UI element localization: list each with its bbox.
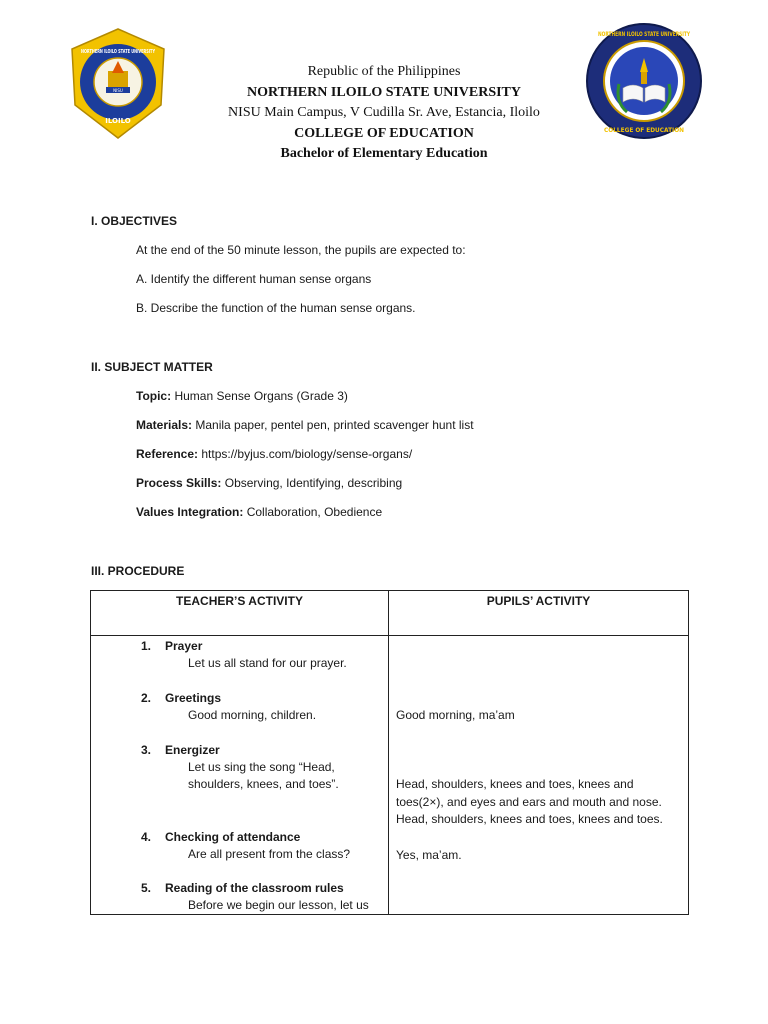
header-program: Bachelor of Elementary Education	[280, 146, 488, 161]
right-logo-bottom-text: COLLEGE OF EDUCATION	[604, 127, 684, 134]
values-integration-line	[136, 505, 382, 519]
attendance-instruction: Are all present from the class?	[188, 847, 351, 861]
reference-label: Reference:	[136, 447, 199, 461]
svg-text:NISU: NISU	[113, 88, 123, 93]
procedure-table	[90, 590, 689, 915]
pupils-attendance-response: Yes, ma’am.	[396, 848, 462, 862]
prayer-instruction: Let us all stand for our prayer.	[188, 656, 347, 670]
header-university: NORTHERN ILOILO STATE UNIVERSITY	[247, 84, 521, 100]
procedure-heading: III. PROCEDURE	[91, 564, 185, 578]
procedure-table-row	[91, 636, 689, 915]
procedure-table-header-row	[91, 591, 689, 636]
pupils-song-line-3: Head, shoulders, knees and toes, knees and toes.	[396, 812, 663, 826]
procedure-item-classroom-rules: 5. Reading of the classroom rules	[141, 881, 344, 895]
values-integration-label: Values Integration:	[136, 505, 244, 519]
greetings-instruction: Good morning, children.	[188, 708, 317, 722]
subject-matter-heading: II. SUBJECT MATTER	[91, 360, 213, 374]
pupils-activity-cell	[389, 636, 689, 915]
process-skills-value: Observing, Identifying, describing	[224, 476, 403, 490]
materials-label: Materials:	[136, 418, 193, 432]
pupils-song-line-2: toes(2×), and eyes and ears and mouth and nose.	[396, 794, 662, 809]
classroom-rules-instruction: Before we begin our lesson, let us	[188, 898, 369, 912]
document-header	[0, 62, 768, 165]
process-skills-label: Process Skills:	[136, 476, 222, 490]
values-integration-value: Collaboration, Obedience	[246, 505, 383, 519]
objective-a: A. Identify the different human sense organs	[136, 272, 372, 286]
procedure-item-energizer: 3. Energizer	[141, 743, 220, 757]
left-logo-ring-text: NORTHERN ILOILO STATE UNIVERSITY	[81, 49, 156, 55]
teacher-activity-cell	[91, 636, 389, 915]
topic-label: Topic:	[136, 389, 172, 403]
pupils-song-line-1: Head, shoulders, knees and toes, knees and	[396, 777, 634, 791]
pupils-greeting-response: Good morning, ma’am	[396, 708, 515, 722]
header-college: COLLEGE OF EDUCATION	[294, 125, 474, 141]
reference-value: https://byjus.com/biology/sense-organs/	[201, 447, 413, 461]
objective-b: B. Describe the function of the human sense organs.	[136, 301, 416, 315]
materials-line	[136, 418, 474, 432]
materials-value: Manila paper, pentel pen, printed scavenger hunt list	[195, 418, 474, 432]
header-campus-address: NISU Main Campus, V Cudilla Sr. Ave, Estancia, Iloilo	[228, 105, 540, 120]
reference-line	[136, 447, 412, 461]
objectives-heading: I. OBJECTIVES	[91, 214, 178, 228]
process-skills-line	[136, 476, 402, 490]
right-logo-ring-text: NORTHERN ILOILO STATE UNIVERSITY	[598, 31, 691, 38]
left-logo-bottom-text: ILOILO	[105, 117, 131, 125]
procedure-item-attendance: 4. Checking of attendance	[141, 830, 301, 844]
procedure-item-greetings: 2. Greetings	[141, 691, 222, 705]
energizer-instruction-line-2: shoulders, knees, and toes”.	[188, 777, 339, 791]
pupils-activity-header: PUPILS’ ACTIVITY	[389, 591, 689, 636]
energizer-instruction-line-1: Let us sing the song “Head,	[188, 760, 335, 774]
objectives-intro: At the end of the 50 minute lesson, the pupils are expected to:	[136, 243, 466, 257]
teacher-activity-header: TEACHER’S ACTIVITY	[91, 591, 389, 636]
topic-line	[136, 389, 348, 403]
procedure-item-prayer: 1. Prayer	[141, 639, 203, 653]
topic-value: Human Sense Organs (Grade 3)	[174, 389, 348, 403]
header-republic: Republic of the Philippines	[307, 64, 461, 79]
